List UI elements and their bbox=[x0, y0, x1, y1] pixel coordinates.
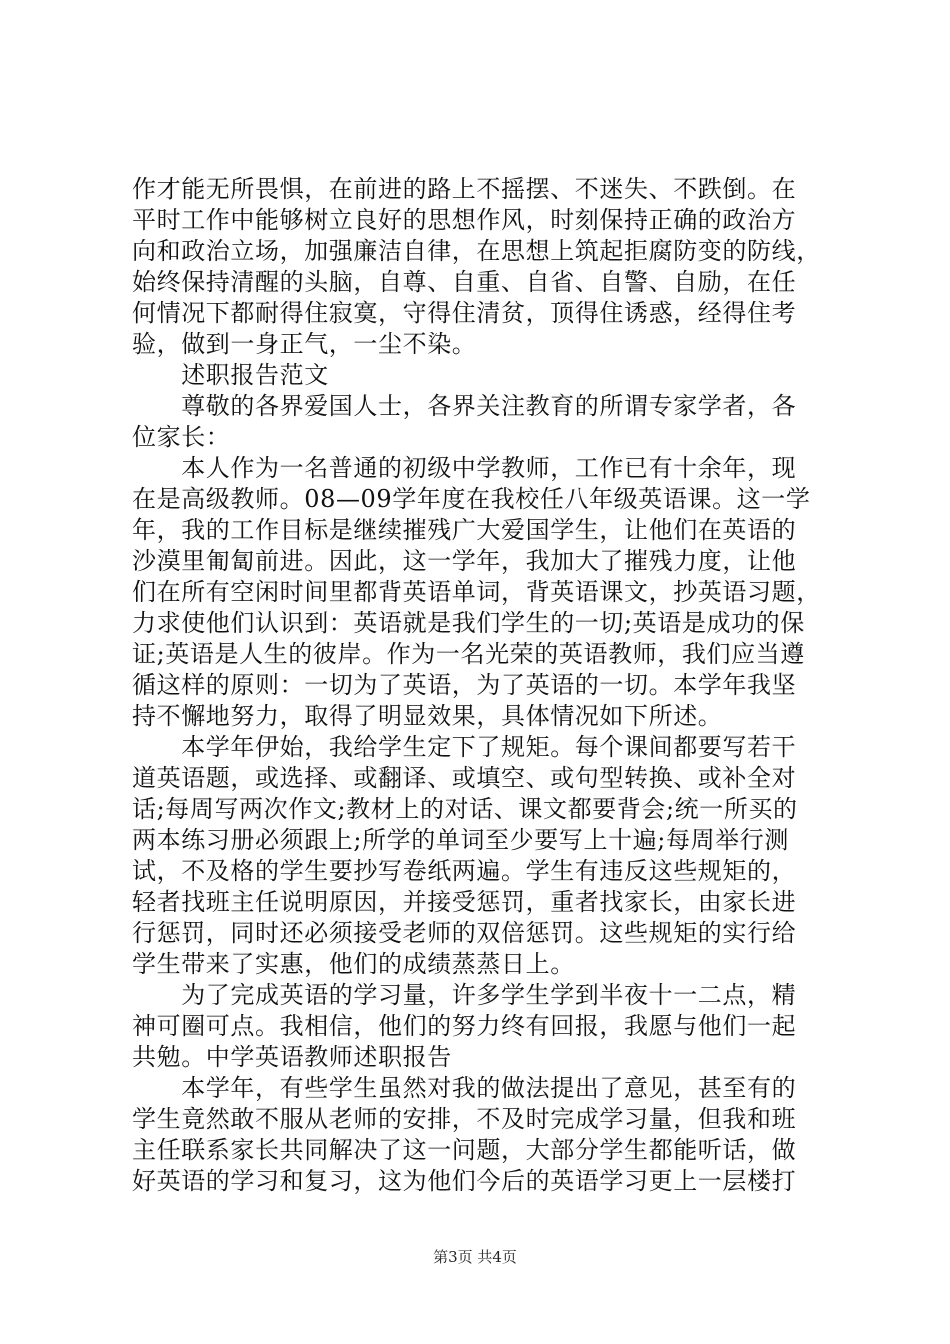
document-body bbox=[132, 174, 832, 1197]
text-line: 位家长： bbox=[132, 423, 231, 451]
text-line: 主任联系家长共同解决了这一问题，大部分学生都能听话，做 bbox=[132, 1136, 797, 1164]
section-heading: 述职报告范文 bbox=[132, 361, 329, 389]
text-line: 循这样的原则：一切为了英语，为了英语的一切。本学年我坚 bbox=[132, 671, 797, 699]
text-line: 共勉。中学英语教师述职报告 bbox=[132, 1043, 452, 1071]
text-line: 验，做到一身正气，一尘不染。 bbox=[132, 330, 477, 358]
text-line: 向和政治立场，加强廉洁自律，在思想上筑起拒腐防变的防线， bbox=[132, 237, 821, 265]
text-line: 何情况下都耐得住寂寞，守得住清贫，顶得住诱惑，经得住考 bbox=[132, 299, 797, 327]
text-line: 学生带来了实惠，他们的成绩蒸蒸日上。 bbox=[132, 950, 575, 978]
text-line: 尊敬的各界爱国人士，各界关注教育的所谓专家学者，各 bbox=[132, 392, 797, 420]
page-number-footer: 第3页 共4页 bbox=[433, 1248, 517, 1266]
text-line: 神可圈可点。我相信，他们的努力终有回报，我愿与他们一起 bbox=[132, 1012, 797, 1040]
text-line: 学生竟然敢不服从老师的安排，不及时完成学习量，但我和班 bbox=[132, 1105, 797, 1133]
text-line: 持不懈地努力，取得了明显效果，具体情况如下所述。 bbox=[132, 702, 723, 730]
text-line: 两本练习册必须跟上;所学的单词至少要写上十遍;每周举行测 bbox=[132, 826, 789, 854]
text-line: 话;每周写两次作文;教材上的对话、课文都要背会;统一所买的 bbox=[132, 795, 798, 823]
text-line: 轻者找班主任说明原因，并接受惩罚，重者找家长，由家长进 bbox=[132, 888, 797, 916]
text-line: 好英语的学习和复习，这为他们今后的英语学习更上一层楼打 bbox=[132, 1167, 797, 1195]
text-line: 们在所有空闲时间里都背英语单词，背英语课文，抄英语习题， bbox=[132, 578, 821, 606]
text-line: 平时工作中能够树立良好的思想作风，时刻保持正确的政治方 bbox=[132, 206, 797, 234]
text-line: 沙漠里匍匐前进。因此，这一学年，我加大了摧残力度，让他 bbox=[132, 547, 797, 575]
text-line: 作才能无所畏惧，在前进的路上不摇摆、不迷失、不跌倒。在 bbox=[132, 175, 797, 203]
text-line: 证;英语是人生的彼岸。作为一名光荣的英语教师，我们应当遵 bbox=[132, 640, 805, 668]
text-line: 行惩罚，同时还必须接受老师的双倍惩罚。这些规矩的实行给 bbox=[132, 919, 797, 947]
text-line: 力求使他们认识到：英语就是我们学生的一切;英语是成功的保 bbox=[132, 609, 805, 637]
text-line: 本学年，有些学生虽然对我的做法提出了意见，甚至有的 bbox=[132, 1074, 797, 1102]
text-line: 试，不及格的学生要抄写卷纸两遍。学生有违反这些规矩的， bbox=[132, 857, 797, 885]
text-line: 本学年伊始，我给学生定下了规矩。每个课间都要写若干 bbox=[132, 733, 797, 761]
text-line: 道英语题，或选择、或翻译、或填空、或句型转换、或补全对 bbox=[132, 764, 797, 792]
text-line: 为了完成英语的学习量，许多学生学到半夜十一二点，精 bbox=[132, 981, 797, 1009]
text-line: 始终保持清醒的头脑，自尊、自重、自省、自警、自励，在任 bbox=[132, 268, 797, 296]
text-line: 本人作为一名普通的初级中学教师，工作已有十余年，现 bbox=[132, 454, 797, 482]
text-line: 在是高级教师。08—09学年度在我校任八年级英语课。这一学 bbox=[132, 485, 811, 513]
text-line: 年，我的工作目标是继续摧残广大爱国学生，让他们在英语的 bbox=[132, 516, 797, 544]
